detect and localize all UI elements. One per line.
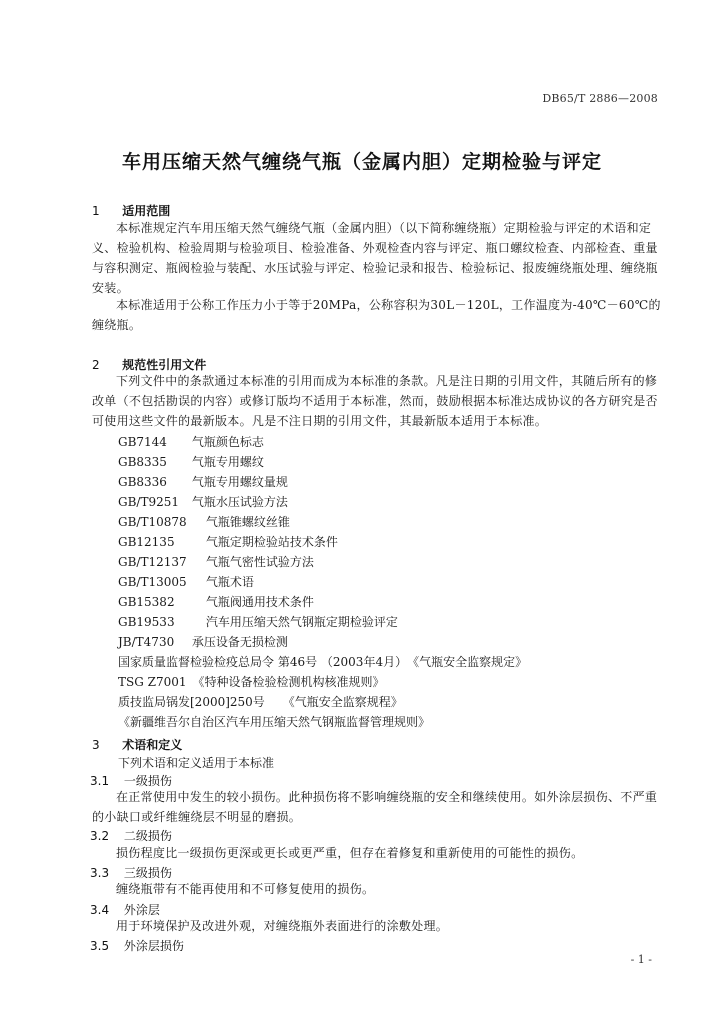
term-definition: 用于环境保护及改进外观，对缠绕瓶外表面进行的涂敷处理。 (116, 919, 449, 933)
reference-code: JB/T4730 (118, 635, 175, 649)
term-heading (90, 937, 184, 954)
section-3-number: 3 (92, 738, 100, 752)
term-number: 3.4 (90, 903, 110, 917)
term-title: 三级损伤 (123, 866, 172, 880)
term-heading (90, 827, 172, 844)
reference-code: GB12135 (118, 535, 175, 549)
page-title: 车用压缩天然气缠绕气瓶（金属内胆）定期检验与评定 (121, 151, 602, 173)
section-2-title: 规范性引用文件 (122, 358, 207, 372)
reference-title: 承压设备无损检测 (191, 635, 288, 649)
reference-code: GB19533 (118, 615, 175, 629)
reference-code: GB8335 (118, 455, 167, 469)
reference-item (118, 533, 338, 550)
term-title: 外涂层损伤 (123, 939, 184, 953)
reference-item (118, 593, 314, 610)
reference-code: GB15382 (118, 595, 175, 609)
term-definition: 损伤程度比一级损伤更深或更长或更严重，但存在着修复和重新使用的可能性的损伤。 (116, 846, 584, 860)
reference-code: GB/T9251 (118, 495, 179, 509)
reference-item (118, 553, 314, 570)
reference-item (118, 493, 288, 510)
reference-item (118, 613, 398, 630)
section-3-intro: 下列术语和定义适用于本标准 (118, 756, 275, 770)
reference-item (118, 433, 264, 450)
reference-title: 气瓶专用螺纹 (191, 455, 264, 469)
term-title: 一级损伤 (123, 774, 172, 788)
regulation-item: 《新疆维吾尔自治区汽车用压缩天然气钢瓶监督管理规则》 (118, 715, 431, 729)
reference-item (118, 453, 264, 470)
reference-item (118, 473, 288, 490)
regulation-item: 质技监局锅发[2000]250号 《气瓶安全监察规程》 (118, 695, 403, 709)
section-1-paragraph-2: 本标准适用于公称工作压力小于等于20MPa，公称容积为30L－120L，工作温度为-40℃－60℃的缠绕瓶。 (92, 298, 661, 332)
reference-item (118, 633, 288, 650)
reference-item (118, 513, 290, 530)
term-definition: 缠绕瓶带有不能再使用和不可修复使用的损伤。 (116, 882, 375, 896)
term-number: 3.3 (90, 866, 110, 880)
section-2-intro: 下列文件中的条款通过本标准的引用而成为本标准的条款。凡是注日期的引用文件，其随后所有的修改单（不包括勘误的内容）或修订版均不适用于本标准，然而，鼓励根据本标准达成协议的各方研究是否可使用这些文件的最新版本。凡是不注日期的引用文件，其最新版本适用于本标准。 (92, 374, 658, 428)
section-3-title: 术语和定义 (122, 738, 183, 752)
section-1-heading (92, 202, 170, 219)
regulation-item: TSG Z7001 《特种设备检验检测机构核准规则》 (118, 675, 385, 689)
term-number: 3.2 (90, 829, 110, 843)
reference-title: 气瓶术语 (205, 575, 254, 589)
reference-code: GB/T12137 (118, 555, 187, 569)
section-3-heading (92, 736, 182, 753)
reference-code: GB/T10878 (118, 515, 187, 529)
reference-title: 气瓶气密性试验方法 (205, 555, 314, 569)
term-number: 3.5 (90, 939, 110, 953)
term-title: 二级损伤 (123, 829, 172, 843)
section-1-number: 1 (92, 204, 100, 218)
term-title: 外涂层 (123, 903, 160, 917)
reference-code: GB8336 (118, 475, 167, 489)
standard-code: DB65/T 2886—2008 (542, 92, 658, 105)
reference-title: 气瓶水压试验方法 (191, 495, 288, 509)
section-1-paragraph-1: 本标准规定汽车用压缩天然气缠绕气瓶（金属内胆）（以下简称缠绕瓶）定期检验与评定的术语和定义、检验机构、检验周期与检验项目、检验准备、外观检查内容与评定、瓶口螺纹检查、内部检查、重量与容积测定、瓶阀检验与装配、水压试验与评定、检验记录和报告、检验标记、报废缠绕瓶处理、缠绕瓶安装。 (92, 221, 658, 295)
term-definition: 在正常使用中发生的较小损伤。此种损伤将不影响缠绕瓶的安全和继续使用。如外涂层损伤、不严重的小缺口或纤维缠绕层不明显的磨损。 (92, 790, 658, 824)
term-number: 3.1 (90, 774, 110, 788)
reference-item (118, 573, 254, 590)
reference-title: 气瓶专用螺纹量规 (191, 475, 288, 489)
section-2-number: 2 (92, 358, 100, 372)
reference-title: 汽车用压缩天然气钢瓶定期检验评定 (205, 615, 398, 629)
reference-title: 气瓶锥螺纹丝锥 (205, 515, 290, 529)
reference-code: GB/T13005 (118, 575, 187, 589)
page-number: - 1 - (630, 953, 652, 966)
reference-title: 气瓶阀通用技术条件 (205, 595, 314, 609)
reference-title: 气瓶颜色标志 (191, 435, 264, 449)
regulation-item: 国家质量监督检验检疫总局令 第46号 （2003年4月） 《气瓶安全监察规定》 (118, 655, 528, 669)
section-1-title: 适用范围 (122, 204, 171, 218)
reference-title: 气瓶定期检验站技术条件 (205, 535, 338, 549)
reference-code: GB7144 (118, 435, 167, 449)
